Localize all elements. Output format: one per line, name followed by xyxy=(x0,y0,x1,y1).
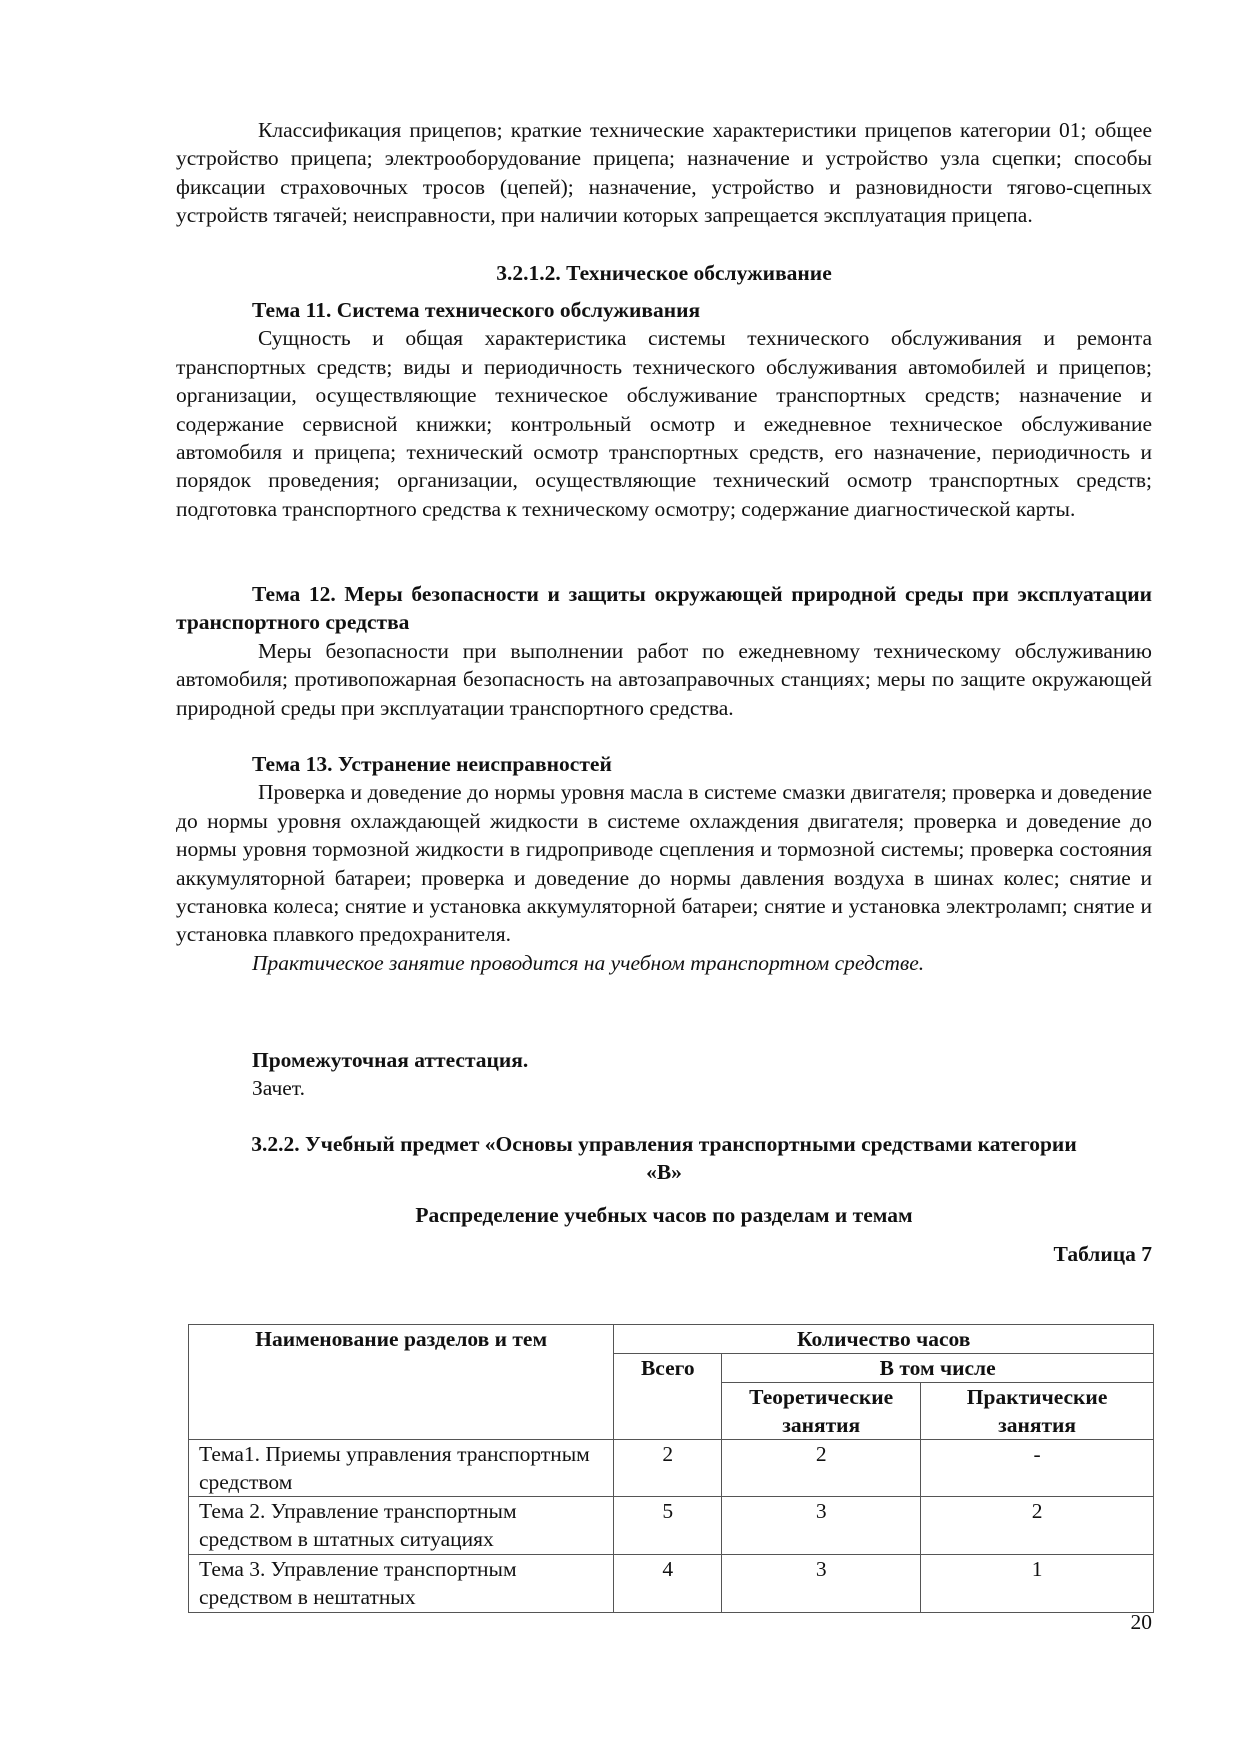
table-row xyxy=(189,1440,1154,1497)
cell-name: Тема1. Приемы управления транспортным средством xyxy=(189,1440,614,1497)
cell-name: Тема 3. Управление транспортным средством в нештатных xyxy=(189,1555,614,1613)
cell-total: 4 xyxy=(614,1555,722,1613)
topic-13 xyxy=(176,750,1152,977)
section-heading: 3.2.1.2. Техническое обслуживание xyxy=(496,261,832,285)
cell-theory: 2 xyxy=(722,1440,921,1497)
cell-theory: 3 xyxy=(722,1497,921,1555)
topic-body: Проверка и доведение до нормы уровня масла в системе смазки двигателя; проверка и доведение до нормы уровня охлаждающей жидкости в системе охлаждения двигателя; проверка и доведение до нормы уровня тормозной жидкости в гидроприводе сцепления и тормозной системы; проверка состояния аккумуляторной батареи; проверка и доведение до нормы давления воздуха в шинах колес; снятие и установка колеса; снятие и установка аккумуляторной батареи; снятие и установка электроламп; снятие и установка плавкого предохранителя. xyxy=(176,780,1152,947)
topic-body: Сущность и общая характеристика системы технического обслуживания и ремонта транспортных средств; виды и периодичность технического обслуживания автомобилей и прицепов; организации, осуществляющие техническое обслуживание транспортных средств; назначение и содержание сервисной книжки; контрольный осмотр и ежедневное техническое обслуживание автомобиля и прицепа; технический осмотр транспортных средств, его назначение, периодичность и порядок проведения; организации, осуществляющие технический осмотр транспортных средств; подготовка транспортного средства к техническому осмотру; содержание диагностической карты. xyxy=(176,326,1152,521)
trailer-paragraph-block xyxy=(176,116,1152,230)
table-title: Распределение учебных часов по разделам и темам xyxy=(415,1203,913,1227)
cell-total: 2 xyxy=(614,1440,722,1497)
cell-name: Тема 2. Управление транспортным средством в штатных ситуациях xyxy=(189,1497,614,1555)
section-322-heading-block xyxy=(176,1130,1152,1187)
attestation-label: Промежуточная аттестация. xyxy=(252,1048,529,1072)
header-including: В том числе xyxy=(722,1354,1154,1383)
cell-practice: - xyxy=(921,1440,1154,1497)
table-header-row xyxy=(189,1325,1154,1354)
section-heading-line1: 3.2.2. Учебный предмет «Основы управления транспортными средствами категории xyxy=(251,1132,1077,1156)
header-name: Наименование разделов и тем xyxy=(189,1325,614,1440)
cell-total: 5 xyxy=(614,1497,722,1555)
topic-12 xyxy=(176,580,1152,722)
page-number: 20 xyxy=(1130,1610,1152,1634)
cell-practice: 1 xyxy=(921,1555,1154,1613)
topic-title: Тема 12. Меры безопасности и защиты окружающей природной среды при эксплуатации транспортного средства xyxy=(176,582,1152,635)
table-row xyxy=(189,1497,1154,1555)
practice-note: Практическое занятие проводится на учебном транспортном средстве. xyxy=(252,950,925,975)
cell-theory: 3 xyxy=(722,1555,921,1613)
table-title-block xyxy=(176,1201,1152,1229)
section-3212-heading-block xyxy=(176,259,1152,287)
header-practice: Практические занятия xyxy=(921,1383,1154,1440)
table-label: Таблица 7 xyxy=(1053,1242,1152,1266)
table-label-block xyxy=(176,1240,1152,1268)
attestation-block xyxy=(176,1046,1152,1103)
cell-practice: 2 xyxy=(921,1497,1154,1555)
topic-body: Меры безопасности при выполнении работ по ежедневному техническому обслуживанию автомобиля; противопожарная безопасность на автозаправочных станциях; меры по защите окружающей природной среды при эксплуатации транспортного средства. xyxy=(176,638,1152,720)
table-row xyxy=(189,1555,1154,1613)
topic-title: Тема 13. Устранение неисправностей xyxy=(252,752,612,776)
header-total: Всего xyxy=(614,1354,722,1440)
header-hours: Количество часов xyxy=(614,1325,1154,1354)
section-heading-line2: «В» xyxy=(646,1160,682,1185)
header-theory: Теоретические занятия xyxy=(722,1383,921,1440)
attestation-value: Зачет. xyxy=(252,1076,305,1101)
trailer-paragraph: Классификация прицепов; краткие технические характеристики прицепов категории 01; общее устройство прицепа; электрооборудование прицепа; назначение и устройство узла сцепки; способы фиксации страховочных тросов (цепей); назначение, устройство и разновидности тягово-сцепных устройств тягачей; неисправности, при наличии которых запрещается эксплуатация прицепа. xyxy=(176,118,1152,228)
topic-title: Тема 11. Система технического обслуживания xyxy=(252,298,701,322)
hours-table xyxy=(188,1324,1154,1613)
topic-11 xyxy=(176,296,1152,523)
